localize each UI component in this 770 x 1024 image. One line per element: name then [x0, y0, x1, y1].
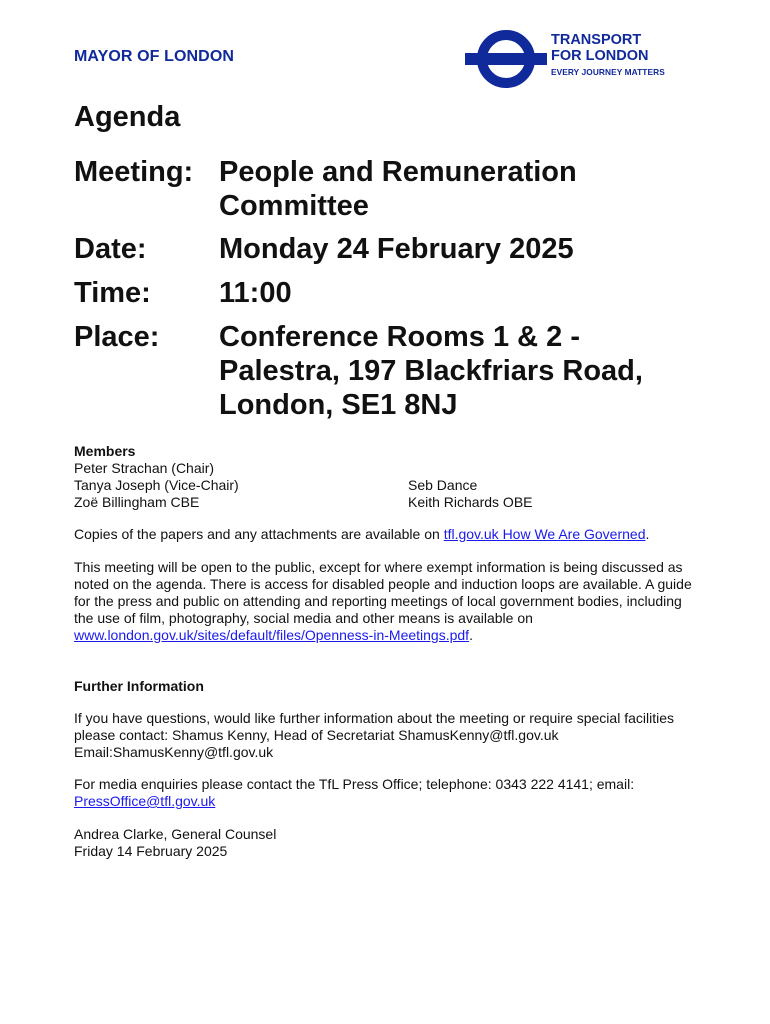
openness-end: .: [469, 627, 473, 643]
place-value: Conference Rooms 1 & 2 - Palestra, 197 Blackfriars Road, London, SE1 8NJ: [219, 321, 643, 421]
media-paragraph: [74, 776, 704, 810]
signature-block: [74, 826, 704, 860]
openness-paragraph: [74, 559, 704, 644]
members-heading: Members: [74, 443, 136, 459]
meeting-details: [74, 155, 694, 422]
copies-paragraph: [74, 526, 704, 543]
members-column-right: [408, 460, 533, 511]
members-list: [74, 460, 704, 511]
time-label: Time:: [74, 277, 151, 309]
contact-email-line: Email:ShamusKenny@tfl.gov.uk: [74, 744, 274, 760]
contact-paragraph: [74, 710, 704, 761]
meeting-label: Meeting:: [74, 156, 194, 188]
page-title: Agenda: [74, 101, 181, 133]
member-item: Keith Richards OBE: [408, 494, 533, 510]
tfl-roundel-icon: [465, 27, 547, 91]
meeting-value: People and Remuneration Committee: [219, 156, 577, 222]
press-office-email-link[interactable]: PressOffice@tfl.gov.uk: [74, 793, 216, 809]
signature-date: Friday 14 February 2025: [74, 843, 228, 859]
contact-text: If you have questions, would like further information about the meeting or require special facilities please contact: Shamus Kenny, Head of Secretariat ShamusKenny@tfl.gov.uk: [74, 710, 674, 743]
date-value: Monday 24 February 2025: [219, 233, 574, 265]
date-label: Date:: [74, 233, 147, 265]
how-we-are-governed-link[interactable]: tfl.gov.uk How We Are Governed: [443, 526, 646, 542]
members-column-left: [74, 460, 408, 511]
further-information-heading: Further Information: [74, 678, 204, 694]
place-row: [74, 320, 694, 422]
time-value: 11:00: [219, 277, 292, 309]
tfl-logo: [465, 27, 675, 97]
member-item: Zoë Billingham CBE: [74, 494, 200, 510]
tfl-tagline: EVERY JOURNEY MATTERS: [551, 67, 665, 77]
tfl-wordmark: [551, 32, 665, 77]
time-row: [74, 276, 694, 320]
copies-text: Copies of the papers and any attachments are available on: [74, 526, 444, 542]
copies-end: .: [645, 526, 650, 542]
date-row: [74, 232, 694, 276]
member-item: Seb Dance: [408, 477, 478, 493]
agenda-body: [74, 443, 704, 860]
tfl-line2: FOR LONDON: [551, 48, 649, 64]
openness-text: This meeting will be open to the public, except for where exempt information is being discussed as noted on the agenda. There is access for disabled people and induction loops are available. A guide for the press and public on attending and reporting meetings of local government bodies, including the use of film, photography, social media and other means is available on: [74, 559, 692, 626]
place-label: Place:: [74, 321, 160, 353]
openness-guide-link[interactable]: www.london.gov.uk/sites/default/files/Openness-in-Meetings.pdf: [74, 627, 470, 643]
member-item: Peter Strachan (Chair): [74, 460, 215, 476]
mayor-of-london-logo: MAYOR OF LONDON: [74, 48, 235, 65]
tfl-line1: TRANSPORT: [551, 32, 642, 48]
member-item: Tanya Joseph (Vice-Chair): [74, 477, 239, 493]
signature-name: Andrea Clarke, General Counsel: [74, 826, 277, 842]
meeting-row: [74, 155, 694, 232]
media-text: For media enquiries please contact the TfL Press Office; telephone: 0343 222 4141; email:: [74, 776, 635, 792]
